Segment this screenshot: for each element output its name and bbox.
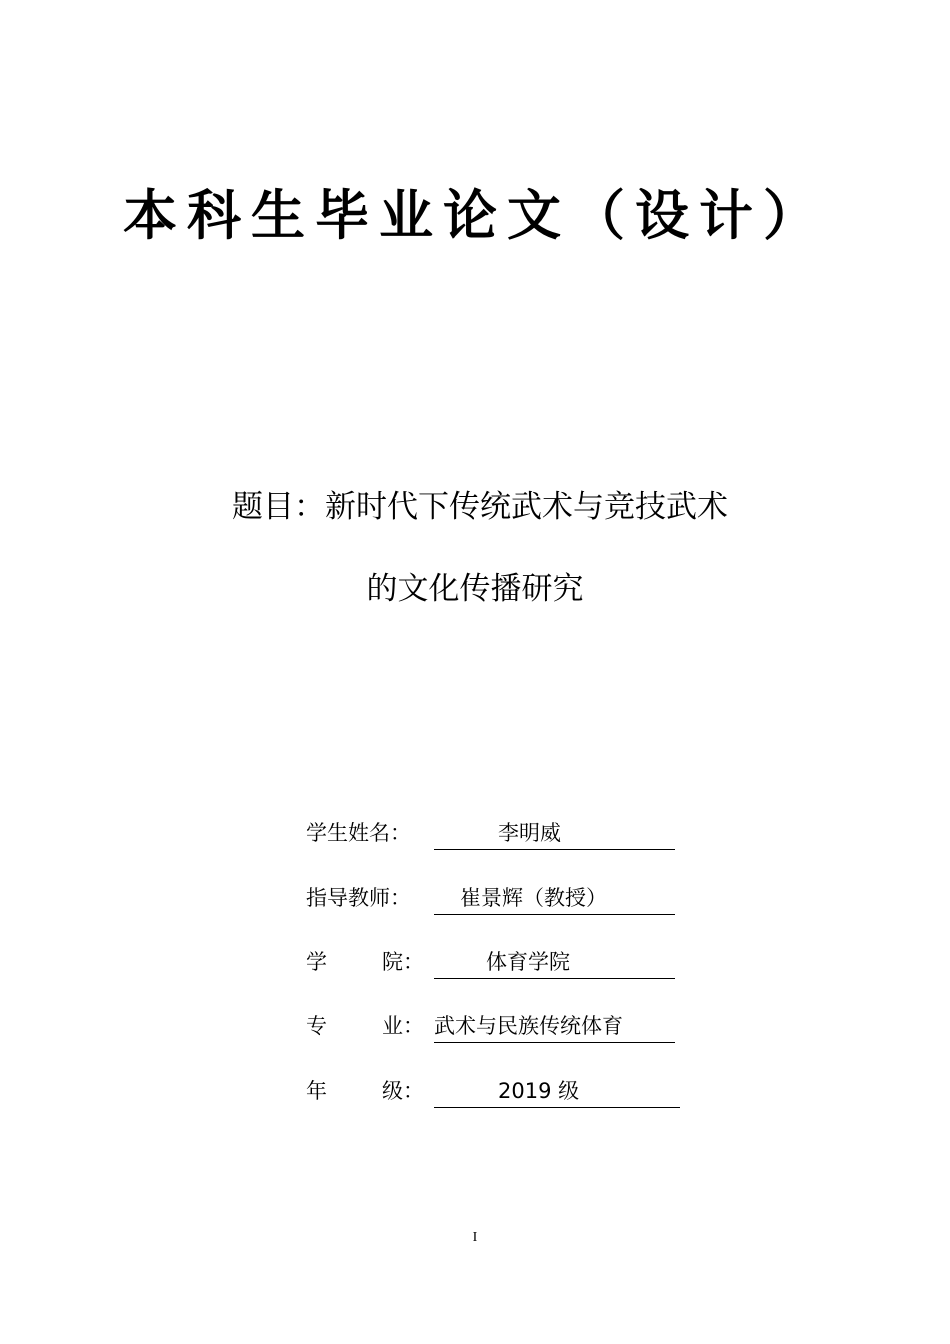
major-label-char-1: 专 xyxy=(306,1014,327,1038)
advisor-value: 崔景辉（教授） xyxy=(460,886,607,910)
grade-label-char-1: 年 xyxy=(306,1079,327,1103)
college-label-char-2: 院： xyxy=(382,950,424,974)
college-field xyxy=(434,945,675,979)
student-name-field xyxy=(434,816,675,850)
major-label xyxy=(306,1009,434,1043)
grade-value: 2019 级 xyxy=(498,1079,580,1103)
grade-label xyxy=(306,1074,434,1108)
advisor-label: 指导教师： xyxy=(306,886,411,910)
college-label-char-1: 学 xyxy=(306,950,327,974)
grade-label-char-2: 级： xyxy=(382,1079,424,1103)
college-label xyxy=(306,945,434,979)
thesis-cover-title: 本科生毕业论文（设计） xyxy=(123,183,827,247)
college-value: 体育学院 xyxy=(486,950,570,974)
page-number: I xyxy=(472,1230,478,1245)
student-name-value: 李明威 xyxy=(498,821,561,845)
topic-text-part-1: 新时代下传统武术与竞技武术 xyxy=(325,489,728,525)
thesis-topic-line-2: 的文化传播研究 xyxy=(366,571,584,607)
student-name-label: 学生姓名： xyxy=(306,821,411,845)
major-field xyxy=(434,1009,675,1043)
major-label-char-2: 业： xyxy=(382,1014,424,1038)
grade-field xyxy=(434,1074,680,1108)
advisor-field xyxy=(434,881,675,915)
topic-label: 题目： xyxy=(232,489,325,525)
major-value: 武术与民族传统体育 xyxy=(434,1014,623,1038)
thesis-topic-line-1 xyxy=(0,487,950,527)
